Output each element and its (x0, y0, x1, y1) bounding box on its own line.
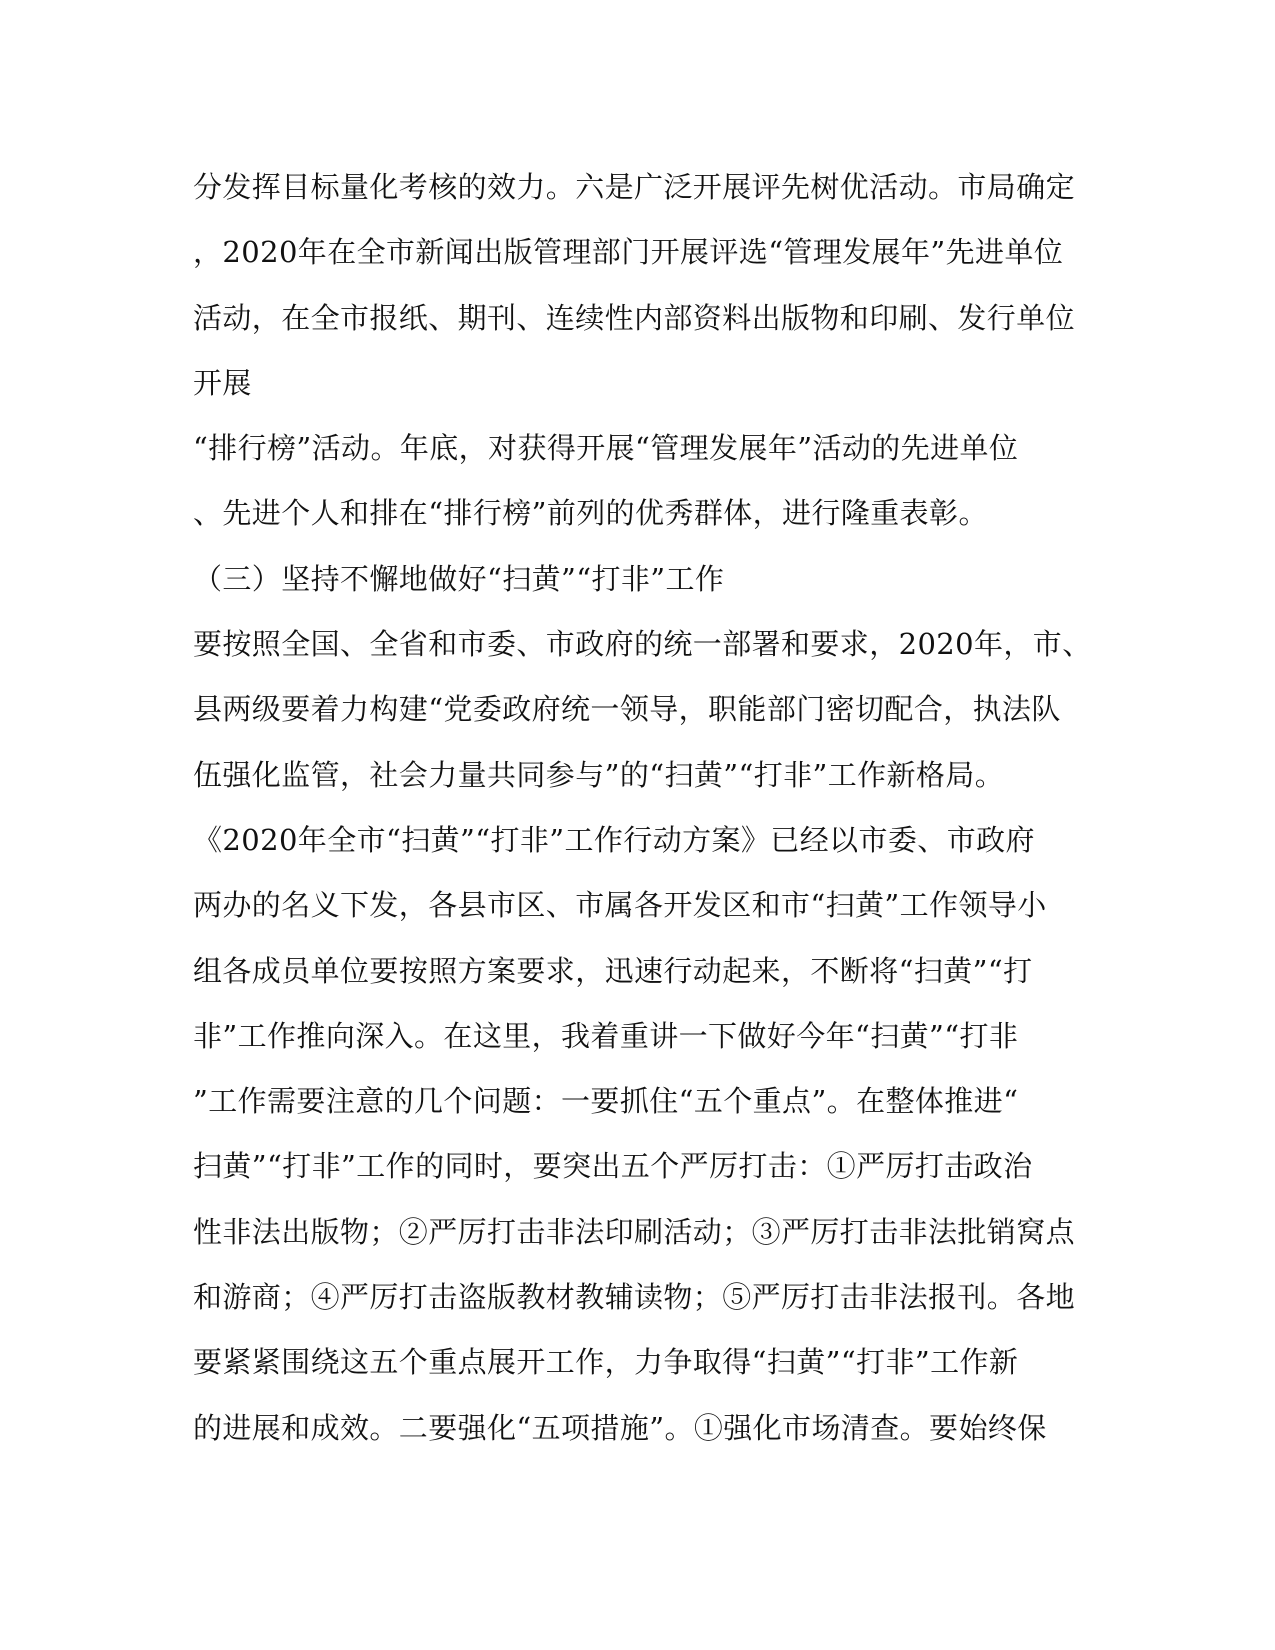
text-line: 分发挥目标量化考核的效力。六是广泛开展评先树优活动。市局确定 (193, 170, 1076, 204)
text-line: 伍强化监管，社会力量共同参与”的“扫黄”“打非”工作新格局。 (193, 757, 1005, 792)
text-line: 《2020年全市“扫黄”“打非”工作行动方案》已经以市委、市政府 (193, 822, 1035, 857)
section-heading: （三）坚持不懈地做好“扫黄”“打非”工作 (193, 561, 725, 596)
text-line: 组各成员单位要按照方案要求，迅速行动起来，不断将“扫黄”“打 (193, 953, 1033, 988)
text-line: ”工作需要注意的几个问题：一要抓住“五个重点”。在整体推进“ (193, 1084, 1019, 1119)
text-line: 性非法出版物；②严厉打击非法印刷活动；③严厉打击非法批销窝点 (193, 1214, 1076, 1249)
body-text (193, 155, 1093, 1461)
text-line: 县两级要着力构建“党委政府统一领导，职能部门密切配合，执法队 (193, 692, 1061, 727)
text-line: 两办的名义下发，各县市区、市属各开发区和市“扫黄”工作领导小 (193, 888, 1047, 923)
text-line: ，2020年在全市新闻出版管理部门开展评选“管理发展年”先进单位 (193, 235, 1064, 270)
text-line: 要紧紧围绕这五个重点展开工作，力争取得“扫黄”“打非”工作新 (193, 1345, 1019, 1380)
text-line: 活动，在全市报纸、期刊、连续性内部资料出版物和印刷、发行单位 (193, 300, 1076, 335)
text-line: 、先进个人和排在“排行榜”前列的优秀群体，进行隆重表彰。 (193, 496, 988, 531)
text-line: 要按照全国、全省和市委、市政府的统一部署和要求，2020年，市、 (193, 627, 1092, 662)
text-line: “排行榜”活动。年底，对获得开展“管理发展年”活动的先进单位 (193, 431, 1019, 466)
text-line: 扫黄”“打非”工作的同时，要突出五个严厉打击：①严厉打击政治 (193, 1149, 1033, 1184)
text-line: 开展 (193, 365, 252, 400)
text-line: 非”工作推向深入。在这里，我着重讲一下做好今年“扫黄”“打非 (193, 1018, 1019, 1053)
text-line: 的进展和成效。二要强化“五项措施”。①强化市场清查。要始终保 (193, 1410, 1047, 1445)
text-line: 和游商；④严厉打击盗版教材教辅读物；⑤严厉打击非法报刊。各地 (193, 1280, 1076, 1315)
